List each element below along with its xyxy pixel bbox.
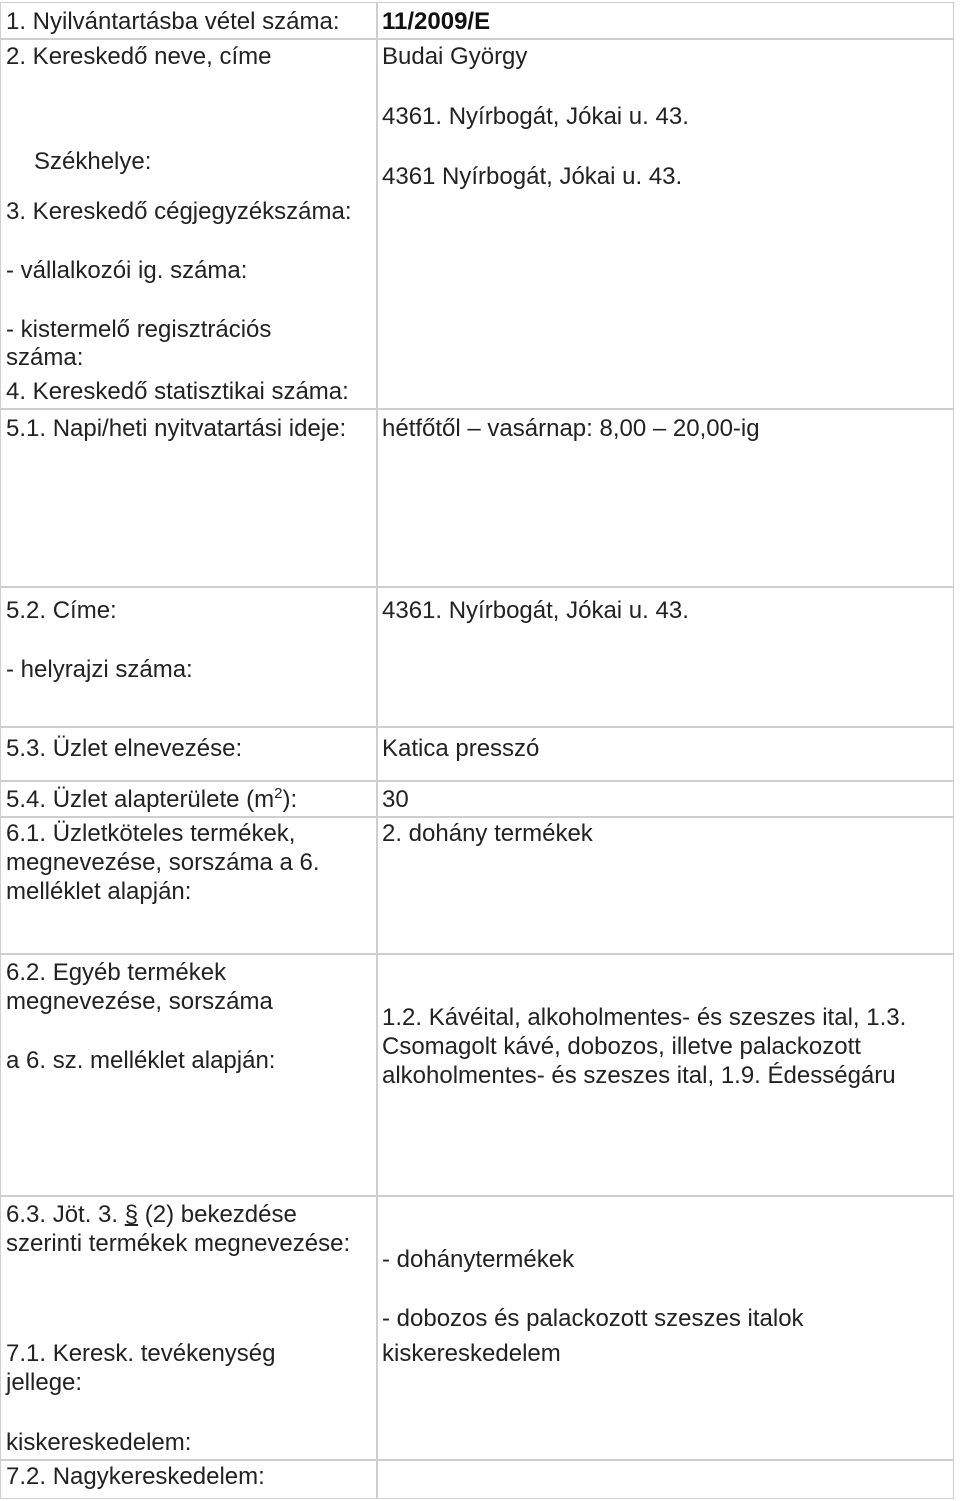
excise-products-label-end: (2) bekezdése [138,1201,297,1228]
licensed-products-label-line1: 6.1. Üzletköteles termékek, [6,820,296,847]
entrepreneur-id-label: - vállalkozói ig. száma: [6,257,248,284]
shop-name-value: Katica presszó [382,735,540,762]
floor-area-label-text: 5.4. Üzlet alapterülete (m [6,786,275,813]
registration-number-label: 1. Nyilvántartásba vétel száma: [6,8,340,35]
excise-products-value-1: - dohánytermékek [382,1246,575,1273]
other-products-value-line3: alkoholmentes- és szeszes ital, 1.9. Édességáru [382,1062,896,1089]
floor-area-label-end: ): [282,786,298,813]
shop-address-value: 4361. Nyírbogát, Jókai u. 43. [382,597,689,624]
wholesale-label: 7.2. Nagykereskedelem: [6,1463,265,1490]
licensed-products-value: 2. dohány termékek [382,820,593,847]
excise-products-value-2: - dobozos és palackozott szeszes italok [382,1305,804,1332]
excise-products-label-line2: szerinti termékek megnevezése: [6,1230,351,1257]
row-7-2-value-cell [377,1460,954,1499]
other-products-value-line1: 1.2. Kávéital, alkoholmentes- és szeszes ital, 1.3. [382,1004,907,1031]
registration-number-value: 11/2009/E [382,8,491,35]
small-producer-label-line1: - kistermelő regisztrációs [6,316,272,343]
excise-products-label-line1 [6,1200,297,1230]
seat-label: Székhelye: [34,148,152,175]
floor-area-label [6,785,297,815]
seat-value: 4361 Nyírbogát, Jókai u. 43. [382,163,683,190]
excise-products-label-start: 6.3. Jöt. 3. [6,1201,125,1228]
licensed-products-label-line2: megnevezése, sorszáma a 6. [6,849,320,876]
other-products-label-line3: a 6. sz. melléklet alapján: [6,1047,276,1074]
floor-area-label-exponent: 2 [274,785,283,802]
retail-label: kiskereskedelem: [6,1429,192,1456]
opening-hours-label: 5.1. Napi/heti nyitvatartási ideje: [6,415,347,442]
row-2-value-cell [377,39,954,409]
other-products-value-line2: Csomagolt kávé, dobozos, illetve palackozott [382,1033,861,1060]
opening-hours-value: hétfőtől – vasárnap: 8,00 – 20,00-ig [382,415,760,442]
trade-activity-value: kiskereskedelem [382,1340,561,1367]
trader-name-value: Budai György [382,43,528,70]
shop-name-label: 5.3. Üzlet elnevezése: [6,735,243,762]
small-producer-label-line2: száma: [6,344,84,371]
licensed-products-label-line3: melléklet alapján: [6,878,192,905]
trader-name-address-label: 2. Kereskedő neve, címe [6,43,272,70]
statistical-number-label: 4. Kereskedő statisztikai száma: [6,378,349,405]
trade-activity-label-line2: jellege: [6,1369,83,1396]
section-sign: § [124,1201,139,1228]
trade-activity-label-line1: 7.1. Keresk. tevékenység [6,1340,276,1367]
row-5-4-value-cell [377,781,954,817]
other-products-label-line1: 6.2. Egyéb termékek [6,959,227,986]
parcel-number-label: - helyrajzi száma: [6,656,193,683]
trader-address-value: 4361. Nyírbogát, Jókai u. 43. [382,103,689,130]
other-products-label-line2: megnevezése, sorszáma [6,988,273,1015]
company-registry-label: 3. Kereskedő cégjegyzékszáma: [6,198,352,225]
shop-address-label: 5.2. Címe: [6,597,117,624]
floor-area-value: 30 [382,786,409,813]
